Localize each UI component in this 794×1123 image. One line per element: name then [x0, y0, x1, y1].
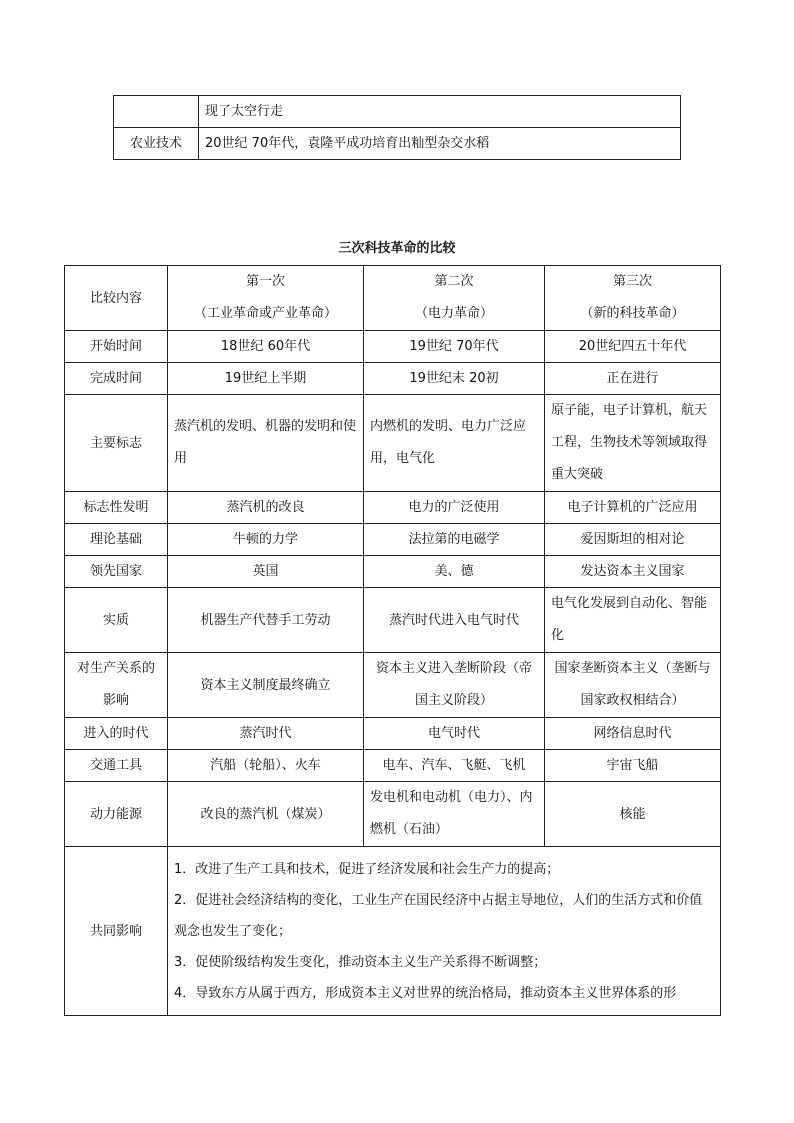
row-cell: 发电机和电动机（电力）、内燃机（石油） [364, 782, 545, 847]
row-cell: 19世纪末 20初 [364, 363, 545, 395]
row-cell: 电车、汽车、飞艇、飞机 [364, 750, 545, 782]
column-title: 第一次 [245, 274, 285, 289]
effect-item: 3．促使阶级结构发生变化，推动资本主义生产关系得不断调整； [174, 954, 547, 970]
table-row [65, 331, 721, 363]
row-cell: 汽船（轮船）、火车 [168, 750, 364, 782]
row-cell: 美、德 [364, 556, 545, 588]
column-subtitle: （工业革命或产业革命） [193, 306, 337, 321]
column-title: 第三次 [612, 274, 652, 289]
row-cell: 内燃机的发明、电力广泛应用，电气化 [364, 395, 545, 492]
row-label: 共同影响 [65, 847, 168, 1016]
row-cell: 电力的广泛使用 [364, 492, 545, 524]
table-row-common-effects [65, 847, 721, 1016]
row-cell: 蒸汽时代进入电气时代 [364, 588, 545, 653]
row-cell: 资本主义进入垄断阶段（帝国主义阶段） [364, 653, 545, 718]
table-row [114, 128, 681, 160]
header-label: 比较内容 [65, 266, 168, 331]
row-cell: 发达资本主义国家 [545, 556, 721, 588]
row-cell: 爱因斯坦的相对论 [545, 524, 721, 556]
comparison-table [64, 265, 721, 1016]
row-cell: 蒸汽机的发明、机器的发明和使用 [168, 395, 364, 492]
row-label: 完成时间 [65, 363, 168, 395]
row-cell: 核能 [545, 782, 721, 847]
row-cell: 18世纪 60年代 [168, 331, 364, 363]
common-effects-cell [168, 847, 721, 1016]
row-cell: 19世纪 70年代 [364, 331, 545, 363]
row-cell: 20世纪四五十年代 [545, 331, 721, 363]
table-row [65, 524, 721, 556]
column-subtitle: （新的科技革命） [580, 306, 685, 321]
row-cell: 改良的蒸汽机（煤炭） [168, 782, 364, 847]
row-cell: 英国 [168, 556, 364, 588]
table-row [65, 492, 721, 524]
row-label: 进入的时代 [65, 718, 168, 750]
effect-item: 4．导致东方从属于西方，形成资本主义对世界的统治格局，推动资本主义世界体系的形 [174, 985, 677, 1001]
row-cell: 法拉第的电磁学 [364, 524, 545, 556]
table-row [65, 556, 721, 588]
row-label: 标志性发明 [65, 492, 168, 524]
row-cell: 正在进行 [545, 363, 721, 395]
row-cell: 电气时代 [364, 718, 545, 750]
table-row [65, 782, 721, 847]
table-row [65, 395, 721, 492]
row-label: 动力能源 [65, 782, 168, 847]
row-label: 主要标志 [65, 395, 168, 492]
row-cell: 蒸汽机的改良 [168, 492, 364, 524]
table-row [65, 363, 721, 395]
row-content: 现了太空行走 [199, 96, 681, 128]
row-label: 对生产关系的影响 [65, 653, 168, 718]
column-subtitle: （电力革命） [414, 306, 493, 321]
effect-item: 1．改进了生产工具和技术，促进了经济发展和社会生产力的提高； [174, 861, 560, 877]
top-table [113, 95, 681, 160]
row-cell: 原子能，电子计算机，航天工程，生物技术等领域取得重大突破 [545, 395, 721, 492]
row-cell: 电气化发展到自动化、智能化 [545, 588, 721, 653]
row-cell: 宇宙飞船 [545, 750, 721, 782]
row-cell: 国家垄断资本主义（垄断与国家政权相结合） [545, 653, 721, 718]
row-cell: 资本主义制度最终确立 [168, 653, 364, 718]
table-row [114, 96, 681, 128]
row-cell: 机器生产代替手工劳动 [168, 588, 364, 653]
row-label: 领先国家 [65, 556, 168, 588]
header-column [364, 266, 545, 331]
table-caption: 三次科技革命的比较 [338, 241, 456, 256]
row-label: 开始时间 [65, 331, 168, 363]
effect-item: 2．促进社会经济结构的变化，工业生产在国民经济中占据主导地位，人们的生活方式和价值观念也发生了变化； [174, 892, 703, 939]
table-row [65, 588, 721, 653]
row-cell: 网络信息时代 [545, 718, 721, 750]
row-cell: 牛顿的力学 [168, 524, 364, 556]
header-row [65, 266, 721, 331]
table-row [65, 718, 721, 750]
row-label: 农业技术 [114, 128, 199, 160]
table-row [65, 750, 721, 782]
row-cell: 电子计算机的广泛应用 [545, 492, 721, 524]
row-label: 交通工具 [65, 750, 168, 782]
row-cell: 蒸汽时代 [168, 718, 364, 750]
row-label: 理论基础 [65, 524, 168, 556]
header-column [168, 266, 364, 331]
row-cell: 19世纪上半期 [168, 363, 364, 395]
column-title: 第二次 [434, 274, 474, 289]
header-column [545, 266, 721, 331]
row-label [114, 96, 199, 128]
table-row [65, 653, 721, 718]
row-label: 实质 [65, 588, 168, 653]
row-content: 20世纪 70年代，袁隆平成功培育出籼型杂交水稻 [199, 128, 681, 160]
